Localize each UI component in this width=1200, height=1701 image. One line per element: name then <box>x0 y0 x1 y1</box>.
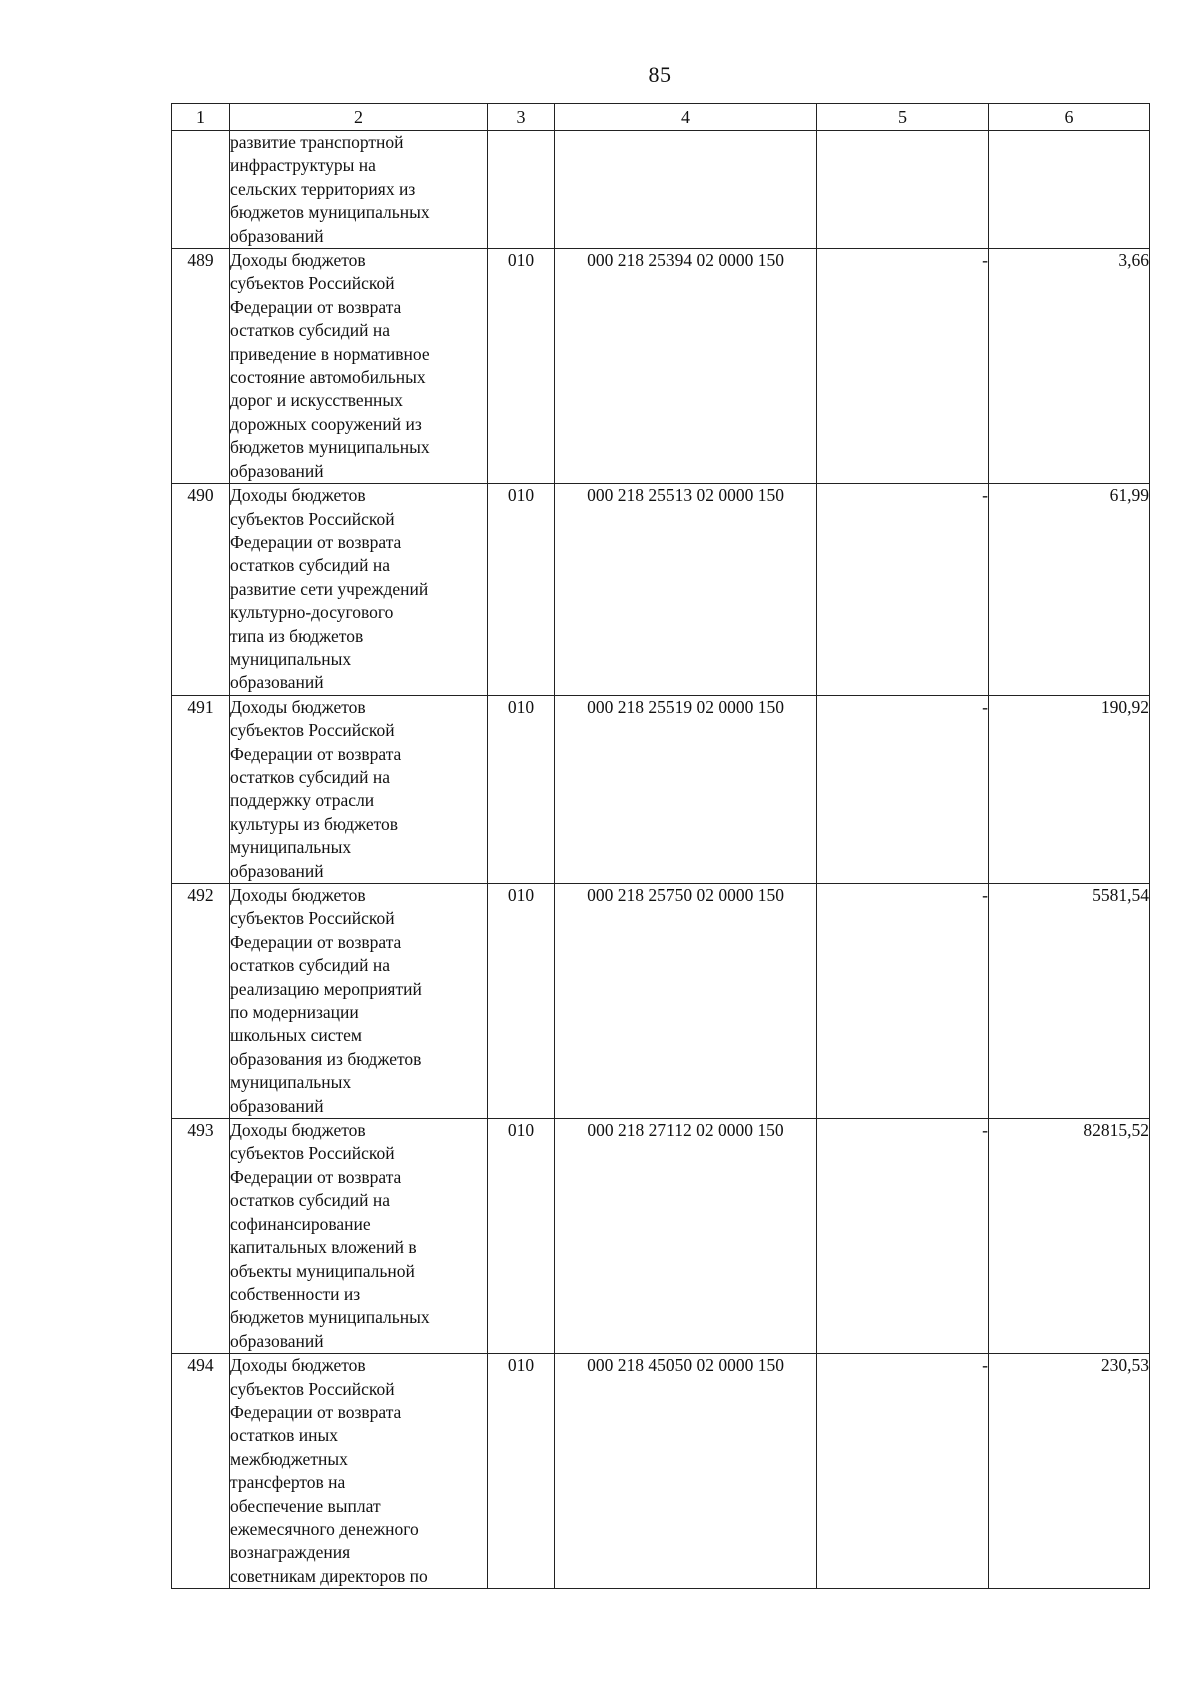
admin-code: 010 <box>488 695 555 883</box>
table-row <box>172 1354 1150 1589</box>
revenue-name: развитие транспортной инфраструктуры на сельских территориях из бюджетов муниципальных образований <box>230 131 488 249</box>
table-header-row <box>172 104 1150 131</box>
table-row <box>172 131 1150 249</box>
revenue-name: Доходы бюджетов субъектов Российской Федерации от возврата остатков субсидий на приведение в нормативное состояние автомобильных дорог и искусственных дорожных сооружений из бюджетов муниципальных образований <box>230 249 488 484</box>
budget-classification-code: 000 218 27112 02 0000 150 <box>555 1119 817 1354</box>
actual-amount: 61,99 <box>989 484 1150 696</box>
planned-amount <box>817 131 989 249</box>
budget-classification-code <box>555 131 817 249</box>
budget-classification-code: 000 218 25513 02 0000 150 <box>555 484 817 696</box>
budget-classification-code: 000 218 25519 02 0000 150 <box>555 695 817 883</box>
revenue-name: Доходы бюджетов субъектов Российской Федерации от возврата остатков субсидий на поддержку отрасли культуры из бюджетов муниципальных образований <box>230 695 488 883</box>
admin-code <box>488 131 555 249</box>
actual-amount: 82815,52 <box>989 1119 1150 1354</box>
admin-code: 010 <box>488 1354 555 1589</box>
column-header: 6 <box>989 104 1150 131</box>
column-header: 4 <box>555 104 817 131</box>
planned-amount: - <box>817 1119 989 1354</box>
planned-amount: - <box>817 484 989 696</box>
column-header: 3 <box>488 104 555 131</box>
table-row <box>172 1119 1150 1354</box>
table-row <box>172 484 1150 696</box>
revenue-name: Доходы бюджетов субъектов Российской Федерации от возврата остатков иных межбюджетных трансфертов на обеспечение выплат ежемесячного денежного вознаграждения советникам директоров по <box>230 1354 488 1589</box>
table-row <box>172 695 1150 883</box>
row-number: 492 <box>172 884 230 1119</box>
revenue-name: Доходы бюджетов субъектов Российской Федерации от возврата остатков субсидий на реализацию мероприятий по модернизации школьных систем образования из бюджетов муниципальных образований <box>230 884 488 1119</box>
actual-amount: 230,53 <box>989 1354 1150 1589</box>
admin-code: 010 <box>488 884 555 1119</box>
budget-classification-code: 000 218 45050 02 0000 150 <box>555 1354 817 1589</box>
planned-amount: - <box>817 695 989 883</box>
table-row <box>172 249 1150 484</box>
page-number: 85 <box>648 62 672 87</box>
row-number: 493 <box>172 1119 230 1354</box>
table-row <box>172 884 1150 1119</box>
column-header: 2 <box>230 104 488 131</box>
actual-amount: 3,66 <box>989 249 1150 484</box>
planned-amount: - <box>817 884 989 1119</box>
actual-amount <box>989 131 1150 249</box>
budget-classification-code: 000 218 25394 02 0000 150 <box>555 249 817 484</box>
budget-revenue-table <box>171 103 1150 1589</box>
admin-code: 010 <box>488 249 555 484</box>
row-number <box>172 131 230 249</box>
budget-classification-code: 000 218 25750 02 0000 150 <box>555 884 817 1119</box>
row-number: 491 <box>172 695 230 883</box>
revenue-name: Доходы бюджетов субъектов Российской Федерации от возврата остатков субсидий на софинансирование капитальных вложений в объекты муниципальной собственности из бюджетов муниципальных образований <box>230 1119 488 1354</box>
column-header: 5 <box>817 104 989 131</box>
row-number: 490 <box>172 484 230 696</box>
actual-amount: 190,92 <box>989 695 1150 883</box>
admin-code: 010 <box>488 484 555 696</box>
admin-code: 010 <box>488 1119 555 1354</box>
planned-amount: - <box>817 249 989 484</box>
actual-amount: 5581,54 <box>989 884 1150 1119</box>
planned-amount: - <box>817 1354 989 1589</box>
row-number: 494 <box>172 1354 230 1589</box>
revenue-name: Доходы бюджетов субъектов Российской Федерации от возврата остатков субсидий на развитие сети учреждений культурно-досугового типа из бюджетов муниципальных образований <box>230 484 488 696</box>
row-number: 489 <box>172 249 230 484</box>
column-header: 1 <box>172 104 230 131</box>
